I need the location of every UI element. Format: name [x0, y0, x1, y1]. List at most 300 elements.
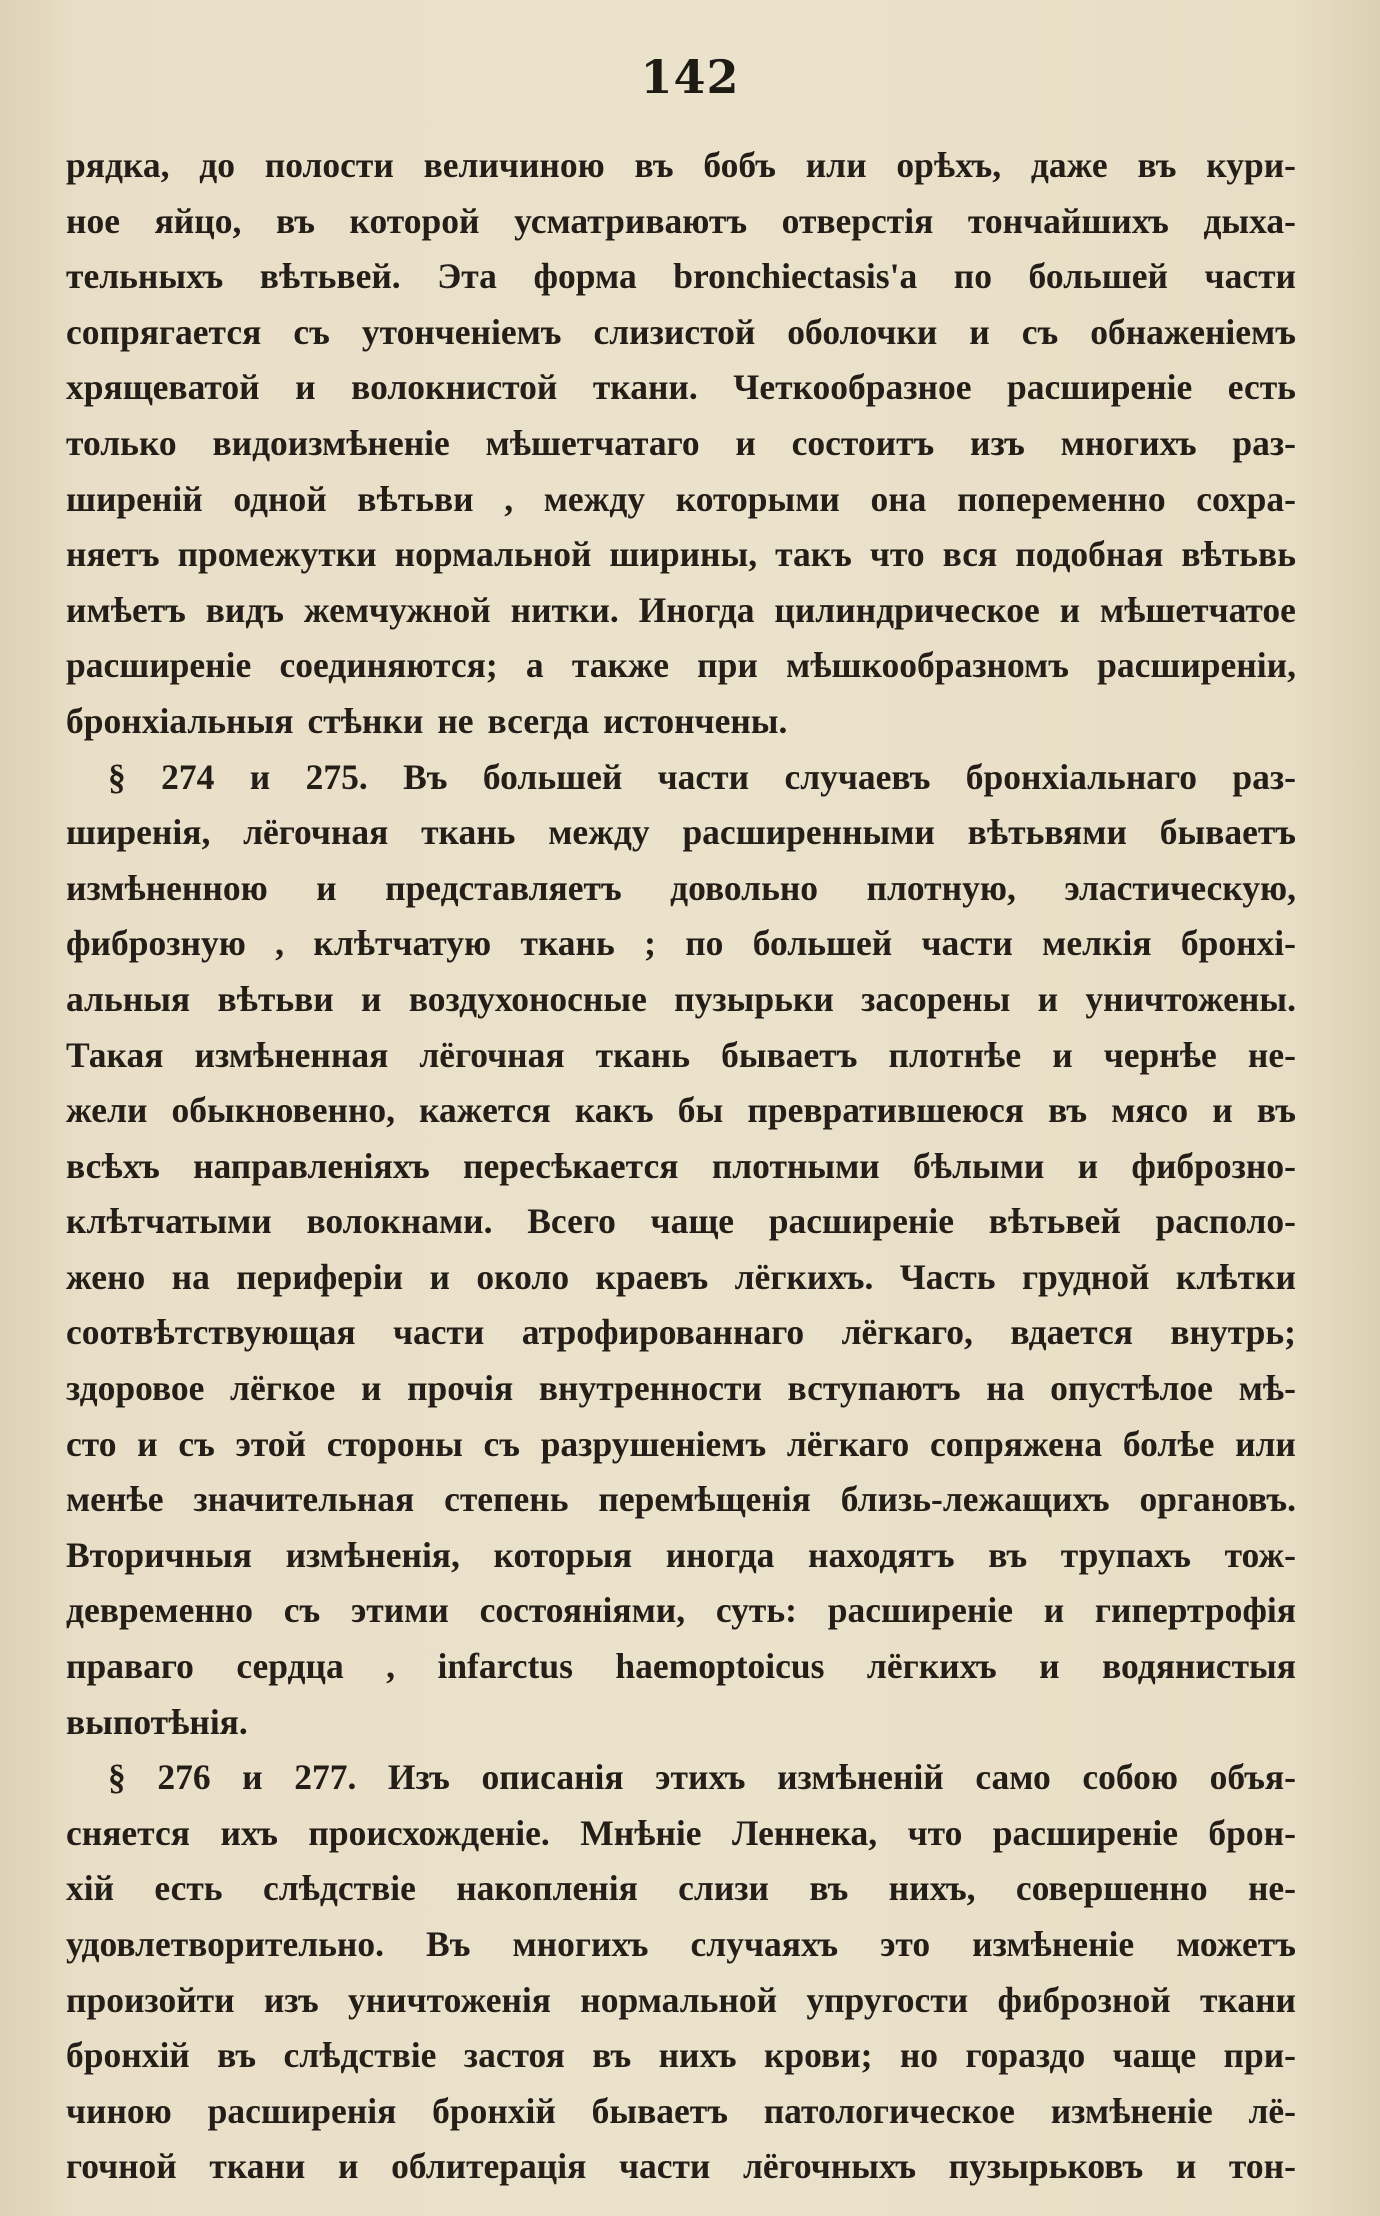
word: клѣтчатыми: [66, 1201, 272, 1242]
word: мелкія: [1042, 923, 1152, 964]
word: нихъ: [658, 2035, 737, 2076]
word: которой: [349, 200, 480, 241]
word: пузырьки: [674, 978, 834, 1019]
word: краевъ: [595, 1256, 709, 1297]
word: которыя: [493, 1534, 633, 1575]
word: удовлетворительно.: [66, 1924, 384, 1964]
word: бронхіальнаго: [965, 756, 1198, 797]
word: застоя: [463, 2035, 565, 2076]
text-line: [66, 1583, 1296, 1639]
word: или: [1235, 1423, 1296, 1464]
word: сохра-: [1196, 478, 1296, 519]
word: ткань: [595, 1034, 691, 1075]
word: лёгкихъ.: [734, 1256, 874, 1297]
word: мѣ-: [1238, 1368, 1296, 1409]
word: бываетъ: [591, 2090, 728, 2131]
word: ткани.: [592, 367, 698, 408]
word: въ: [1048, 1090, 1088, 1131]
text-line: [66, 750, 1296, 806]
word: даже: [1030, 145, 1108, 185]
word: части: [1204, 256, 1296, 297]
word: чернѣе: [1103, 1034, 1217, 1075]
word: девременно: [66, 1590, 253, 1631]
word: 277.: [294, 1757, 357, 1798]
text-line: [66, 1139, 1296, 1195]
word: только: [66, 422, 177, 463]
word: и: [735, 422, 756, 463]
word: слѣдствіе: [262, 1868, 416, 1909]
word: съ: [483, 1423, 520, 1464]
word: ширеній: [66, 478, 203, 519]
text-line: [66, 472, 1296, 528]
word: 276: [157, 1757, 211, 1798]
word: изъ: [970, 422, 1025, 463]
word: здоровое: [66, 1368, 205, 1409]
word: въ: [592, 2035, 632, 2076]
word: 274: [161, 756, 215, 797]
word: расширенными: [682, 812, 935, 853]
word: есть: [154, 1868, 223, 1909]
word: клѣтчатую: [313, 923, 492, 964]
word: брон-: [1208, 1812, 1296, 1853]
word: соотвѣтствующая: [66, 1312, 356, 1353]
word: между: [543, 478, 646, 519]
word: или: [805, 145, 867, 185]
word: части: [618, 2146, 711, 2187]
word: чиною: [66, 2090, 172, 2131]
word: въ: [809, 1868, 849, 1909]
word: крови;: [763, 2035, 873, 2076]
paragraph: [66, 750, 1296, 1751]
word: располо-: [1155, 1201, 1296, 1242]
word: части: [921, 923, 1013, 964]
word: ткань: [421, 812, 516, 853]
word: гочной: [66, 2146, 177, 2187]
text-line: [66, 416, 1296, 472]
word: плотными: [711, 1145, 880, 1186]
word: рядка,: [66, 145, 170, 185]
word: и: [429, 1256, 450, 1297]
word: бы: [677, 1090, 724, 1131]
text-line: [66, 1083, 1296, 1139]
word: между: [548, 812, 650, 853]
word: клѣтки: [1175, 1256, 1296, 1297]
word: периферіи: [236, 1256, 404, 1297]
word: органовъ.: [1139, 1479, 1296, 1520]
word: бѣлыми: [913, 1145, 1045, 1186]
word: съ: [178, 1423, 215, 1464]
word: что: [907, 1812, 963, 1853]
word: уничтожены.: [1085, 978, 1296, 1019]
text-line: [66, 194, 1296, 250]
text-line: [66, 805, 1296, 861]
word: промежутки: [177, 534, 377, 575]
text-line: [66, 1194, 1296, 1250]
word: вступаютъ: [787, 1368, 961, 1409]
word: попеременно: [957, 478, 1166, 519]
word: волокнистой: [351, 367, 558, 408]
word: фиброзную: [66, 923, 246, 964]
word: плотную,: [866, 867, 1016, 908]
text-line: [66, 138, 1296, 194]
word: лёгкаго: [786, 1423, 910, 1464]
word: подобная: [1015, 534, 1164, 575]
word: совершенно: [1015, 1868, 1208, 1909]
word: менѣе: [66, 1479, 164, 1520]
word: выпотѣнія.: [66, 1701, 248, 1742]
text-line: [66, 1973, 1296, 2029]
word: сердца: [236, 1646, 344, 1687]
word: пересѣкается: [463, 1145, 679, 1186]
word: фиброзно-: [1131, 1145, 1296, 1186]
word: тельныхъ: [66, 256, 224, 297]
word: мѣшетчатое: [1099, 589, 1296, 630]
word: haemoptoicus: [615, 1646, 825, 1687]
word: раз-: [1232, 422, 1296, 463]
word: ,: [386, 1646, 396, 1687]
word: одной: [233, 478, 327, 519]
word: Такая: [66, 1034, 164, 1075]
word: Въ: [426, 1924, 471, 1964]
word: вѣтьвь: [1181, 534, 1296, 575]
word: собою: [1082, 1757, 1178, 1798]
word: прочія: [407, 1368, 514, 1409]
word: орѣхъ,: [896, 145, 1002, 185]
word: полости: [264, 145, 394, 185]
word: внутрь;: [1170, 1312, 1296, 1353]
word: но: [899, 2035, 939, 2076]
word: нихъ,: [888, 1868, 976, 1909]
word: бронхіальныя: [66, 700, 294, 741]
text-line: [66, 1028, 1296, 1084]
word: не: [437, 700, 474, 741]
word: въ: [275, 200, 315, 241]
word: и: [1077, 1145, 1099, 1186]
word: по: [685, 923, 724, 964]
word: съ: [293, 311, 330, 352]
word: истончены.: [603, 700, 788, 741]
word: многихъ: [1060, 422, 1197, 463]
word: въ: [988, 1534, 1028, 1575]
word: фиброзной: [997, 1979, 1171, 2020]
word: расширеніе: [1007, 367, 1193, 408]
word: ткани: [209, 2146, 306, 2187]
word: гипертрофія: [1094, 1590, 1296, 1631]
word: Эта: [437, 256, 497, 297]
word: мѣшкообразномъ: [786, 645, 1069, 686]
word: этой: [235, 1423, 306, 1464]
word: лёгочная: [419, 1034, 565, 1075]
word: плотнѣе: [888, 1034, 1022, 1075]
word: Въ: [403, 756, 448, 797]
text-line: [66, 861, 1296, 917]
word: хрящеватой: [66, 367, 260, 408]
word: §: [108, 756, 126, 797]
word: нормальной: [580, 1979, 778, 2020]
text-line: [66, 1250, 1296, 1306]
word: суть:: [715, 1590, 797, 1631]
word: лёгочныхъ: [742, 2146, 917, 2187]
word: довольно: [670, 867, 819, 908]
word: тончайшихъ: [967, 200, 1169, 241]
word: степень: [444, 1479, 569, 1520]
word: около: [476, 1256, 570, 1297]
word: которыми: [675, 478, 840, 519]
word: слизистой: [593, 311, 756, 352]
word: жели: [66, 1090, 148, 1131]
text-line: [66, 916, 1296, 972]
word: ширины,: [609, 534, 758, 575]
word: въ: [1137, 145, 1177, 185]
text-line: [66, 2028, 1296, 2084]
word: при-: [1223, 2035, 1296, 2076]
text-line: [66, 1750, 1296, 1806]
word: также: [571, 645, 669, 686]
word: лёгкое: [230, 1368, 336, 1409]
word: сняется: [66, 1812, 191, 1853]
text-line: [66, 305, 1296, 361]
word: въ: [634, 145, 674, 185]
word: этихъ: [655, 1757, 746, 1798]
word: направленіяхъ: [193, 1145, 430, 1186]
word: это: [880, 1924, 931, 1964]
word: лёгочная: [243, 812, 389, 853]
word: и: [249, 756, 271, 797]
text-line: [66, 972, 1296, 1028]
word: слизи: [678, 1868, 769, 1909]
word: внутренности: [538, 1368, 762, 1409]
word: случаевъ: [784, 756, 931, 797]
word: на: [171, 1256, 210, 1297]
word: тож-: [1224, 1534, 1296, 1575]
word: нормальной: [394, 534, 592, 575]
word: праваго: [66, 1646, 194, 1687]
word: водянистыя: [1102, 1646, 1296, 1687]
word: всегда: [487, 700, 590, 741]
word: ихъ: [220, 1812, 278, 1853]
word: сопрягается: [66, 311, 262, 352]
word: засорены: [861, 978, 1011, 1019]
word: ,: [275, 923, 285, 964]
word: и: [1039, 1646, 1060, 1687]
word: вѣтьви: [217, 978, 334, 1019]
word: дыха-: [1203, 200, 1296, 241]
word: расширеніе: [827, 1590, 1013, 1631]
word: и: [1043, 1590, 1065, 1631]
word: и: [242, 1757, 263, 1798]
word: грудной: [1021, 1256, 1150, 1297]
word: а: [525, 645, 544, 686]
word: измѣненіе: [1050, 2090, 1213, 2131]
word: цилиндрическое: [774, 589, 1040, 630]
word: §: [108, 1757, 126, 1798]
word: случаяхъ: [690, 1924, 839, 1964]
word: соединяются;: [279, 645, 498, 686]
paragraph: [66, 138, 1296, 750]
word: и: [1175, 2146, 1197, 2187]
word: трупахъ: [1060, 1534, 1191, 1575]
word: находятъ: [808, 1534, 955, 1575]
word: упругости: [806, 1979, 969, 2020]
word: пузырьковъ: [948, 2146, 1144, 2187]
text-line: [66, 1417, 1296, 1473]
word: хій: [66, 1868, 115, 1909]
word: кажется: [419, 1090, 551, 1131]
text-line: [66, 694, 1296, 750]
word: перемѣщенія: [598, 1479, 811, 1520]
word: какъ: [574, 1090, 654, 1131]
word: большей: [1028, 256, 1168, 297]
word: оболочки: [787, 311, 938, 352]
word: превратившеюся: [747, 1090, 1024, 1131]
text-line: [66, 1806, 1296, 1862]
text-line: [66, 583, 1296, 639]
word: стороны: [326, 1423, 463, 1464]
word: ;: [644, 923, 656, 964]
word: Вторичныя: [66, 1534, 252, 1575]
word: по: [953, 256, 992, 297]
word: измѣненная: [194, 1034, 389, 1075]
word: происхожденіе.: [308, 1812, 550, 1853]
word: стѣнки: [307, 700, 424, 741]
word: Изъ: [387, 1757, 450, 1798]
word: вѣтьви: [357, 478, 474, 519]
text-line: [66, 1917, 1296, 1973]
word: нитки.: [510, 589, 619, 630]
word: и: [360, 1368, 382, 1409]
word: раз-: [1232, 756, 1296, 797]
word: жено: [66, 1256, 146, 1297]
word: ткань: [520, 923, 615, 964]
word: вѣтьвей: [988, 1201, 1121, 1242]
word: части: [392, 1312, 485, 1353]
word: само: [975, 1757, 1051, 1798]
word: атрофированнаго: [521, 1312, 805, 1353]
word: мѣшетчатаго: [485, 422, 700, 463]
word: лё-: [1248, 2090, 1296, 2131]
word: расширеніе: [66, 645, 252, 686]
word: что: [869, 534, 925, 575]
word: Всего: [527, 1201, 616, 1242]
word: мясо: [1111, 1090, 1189, 1131]
text-line: [66, 1639, 1296, 1695]
word: и: [295, 367, 316, 408]
word: и: [137, 1423, 158, 1464]
word: большей: [752, 923, 893, 964]
paragraph: [66, 1750, 1296, 2195]
word: описанія: [481, 1757, 624, 1798]
word: есть: [1227, 367, 1296, 408]
word: измѣненною: [66, 867, 268, 908]
word: болѣе: [1122, 1423, 1215, 1464]
word: значительная: [193, 1479, 415, 1520]
word: съ: [283, 1590, 321, 1631]
word: видоизмѣненіе: [212, 422, 450, 463]
word: и: [969, 311, 990, 352]
word: вдается: [1010, 1312, 1133, 1353]
word: яйцо,: [154, 200, 242, 241]
word: патологическое: [763, 2090, 1015, 2131]
word: обнаженіемъ: [1090, 311, 1296, 352]
word: и: [361, 978, 382, 1019]
word: разрушеніемъ: [540, 1423, 767, 1464]
text-line: [66, 1861, 1296, 1917]
text-line: [66, 1305, 1296, 1361]
word: infarctus: [437, 1646, 573, 1687]
word: бобъ: [703, 145, 776, 185]
word: 275.: [305, 756, 368, 797]
word: обыкновенно,: [171, 1090, 395, 1131]
word: части: [657, 756, 750, 797]
word: усматриваютъ: [514, 200, 748, 241]
word: лёгкаго,: [841, 1312, 973, 1353]
text-body: [66, 138, 1296, 2195]
word: вся: [942, 534, 998, 575]
word: волокнами.: [306, 1201, 493, 1242]
text-line: [66, 249, 1296, 305]
word: представляетъ: [385, 867, 622, 908]
word: до: [199, 145, 235, 185]
word: сто: [66, 1423, 117, 1464]
word: близь-лежащихъ: [840, 1479, 1110, 1520]
word: состояніями,: [479, 1590, 686, 1631]
word: въ: [217, 2035, 257, 2076]
word: и: [338, 2146, 359, 2187]
word: чаще: [650, 1201, 735, 1242]
word: накопленія: [456, 1868, 638, 1909]
page-number: 142: [640, 50, 740, 104]
word: бронхі-: [1180, 923, 1296, 964]
word: Часть: [899, 1256, 996, 1297]
text-line: [66, 527, 1296, 583]
word: Четкообразное: [733, 367, 972, 408]
word: произойти: [66, 1979, 235, 2020]
word: состоитъ: [791, 422, 935, 463]
word: уничтоженія: [347, 1979, 552, 2020]
word: въ: [1256, 1090, 1296, 1131]
word: расширеніе: [768, 1201, 954, 1242]
word: величиною: [423, 145, 605, 185]
word: бываетъ: [1159, 812, 1296, 853]
word: вѣтьвями: [967, 812, 1127, 853]
word: при: [697, 645, 758, 686]
word: бываетъ: [721, 1034, 858, 1075]
word: кури-: [1206, 145, 1296, 185]
word: альныя: [66, 978, 191, 1019]
text-line: [66, 638, 1296, 694]
word: бронхій: [66, 2035, 190, 2076]
word: утонченіемъ: [361, 311, 562, 352]
word: ,: [504, 478, 514, 519]
word: ткани: [1199, 1979, 1296, 2020]
text-line: [66, 2139, 1296, 2195]
word: измѣненія,: [285, 1534, 460, 1575]
word: опустѣлое: [1050, 1368, 1213, 1409]
word: измѣненіе: [972, 1924, 1135, 1964]
word: всѣхъ: [66, 1145, 160, 1186]
word: имѣетъ: [66, 589, 186, 630]
text-line: [66, 2084, 1296, 2140]
word: чаще: [1112, 2035, 1197, 2076]
word: бронхій: [432, 2090, 556, 2131]
word: изъ: [263, 1979, 319, 2020]
word: отверстія: [781, 200, 934, 241]
word: иногда: [665, 1534, 775, 1575]
word: сопряжена: [929, 1423, 1103, 1464]
word: тон-: [1228, 2146, 1296, 2187]
word: расширеніи,: [1097, 645, 1296, 686]
text-line: [66, 1472, 1296, 1528]
